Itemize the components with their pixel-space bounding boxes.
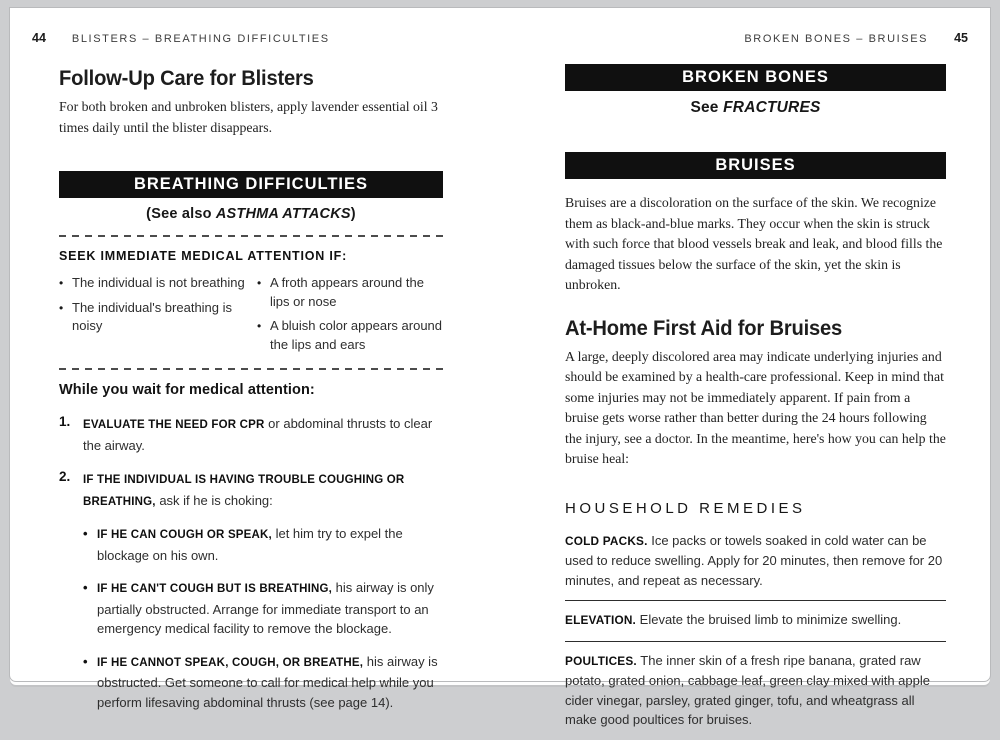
running-header-right-text: BROKEN BONES – BRUISES [744,33,929,45]
substep-rest: let him try to expel the blockage on his own. [97,526,403,563]
step-text [83,414,443,455]
symptom-item [59,274,245,293]
dashed-divider-bottom [59,368,443,370]
substep-1 [83,524,443,565]
symptom-column-2 [257,274,443,360]
left-page-column [59,8,443,739]
page-number-right: 45 [954,31,968,45]
attention-heading: SEEK IMMEDIATE MEDICAL ATTENTION IF: [59,249,348,263]
page-spread [9,7,991,727]
substep-3 [83,652,443,713]
bruises-banner: BRUISES [565,152,946,179]
dashed-divider-top [59,235,443,237]
substep-lead: IF HE CAN'T COUGH BUT IS BREATHING, [97,583,333,595]
step-rest: or abdominal thrusts to clear the airway. [83,416,433,453]
athome-body: A large, deeply discolored area may indicate underlying injuries and should be examined by a health-care professional. Keep in mind that some injuries may not be immediately apparent. If pain from a bruise gets worse rather than better during the 24 hours following the injury, see a doctor. In the meantime, here's how you can help the bruise heal: [565,348,946,466]
see-fractures-line [565,99,946,117]
wait-heading: While you wait for medical attention: [59,382,315,398]
remedy-text: The inner skin of a fresh ripe banana, grated raw potato, grated onion, cabbage leaf, green clay mixed with apple cider vinegar, parsley, grated ginger, tofu, and wheatgrass all make good poultices for bruises. [565,652,930,727]
substep-text [97,524,443,565]
remedy-lead: COLD PACKS. [565,533,648,548]
bruises-intro: Bruises are a discoloration on the surface of the skin. We recognize them as black-and-blue marks. They occur when the skin is struck with such force that blood vessels break and leak, and blood fills the damaged tissues below the surface of the skin, yet the skin is unbroken. [565,195,943,292]
step-number: 1. [59,414,71,429]
step-1 [59,414,443,455]
broken-bones-banner: BROKEN BONES [565,64,946,91]
remedy-text: Ice packs or towels soaked in cold water can be used to reduce swelling. Apply for 20 minutes, then remove for 20 minutes, and repeat as necessary. [565,532,943,588]
see-prefix: See [690,99,724,116]
substep-rest: his airway is only partially obstructed. Arrange for immediate transport to an emergency medical facility to remove the blockage. [97,580,434,636]
remedies-list [565,522,946,740]
step-lead: EVALUATE THE NEED FOR CPR [83,419,265,431]
symptom-text: • A bluish color appears around the lips and ears [270,318,443,352]
substep-lead: IF HE CAN COUGH OR SPEAK, [97,529,272,541]
step-2 [59,469,443,725]
symptom-text: • The individual is not breathing [72,275,245,290]
substep-text [97,578,443,639]
remedy-lead: POULTICES. [565,653,637,668]
symptom-text: • A froth appears around the lips or nose [270,275,424,309]
step-text [83,469,443,725]
athome-heading: At-Home First Aid for Bruises [565,316,843,340]
household-remedies-heading: HOUSEHOLD REMEDIES [565,499,806,517]
steps-list [59,414,443,725]
substeps-list [83,524,443,712]
page-number-left: 44 [32,31,46,45]
substep-lead: IF HE CANNOT SPEAK, COUGH, OR BREATHE, [97,656,364,669]
breathing-difficulties-banner: BREATHING DIFFICULTIES [59,171,443,198]
see-also-line [59,206,443,222]
see-also-suffix: ) [350,206,356,222]
see-also-reference: ASTHMA ATTACKS [215,206,351,222]
symptom-item [257,274,443,311]
remedy-cold-packs [565,522,946,602]
symptom-column-1 [59,274,245,360]
substep-rest: his airway is obstructed. Get someone to call for medical help while you perform lifesaving abdominal thrusts (see page 14). [97,653,438,710]
see-reference: FRACTURES [723,99,821,116]
step-lead: IF THE INDIVIDUAL IS HAVING TROUBLE COUGHING OR BREATHING, [83,474,405,508]
symptom-columns [59,274,443,360]
remedy-lead: ELEVATION. [565,613,637,627]
followup-care-heading: Follow-Up Care for Blisters [59,67,314,90]
symptom-item [257,317,443,354]
running-header-left-text: BLISTERS – BREATHING DIFFICULTIES [71,33,330,45]
symptom-item [59,299,245,336]
step-number: 2. [59,469,71,484]
followup-care-body: For both broken and unbroken blisters, apply lavender essential oil 3 times daily until the blister disappears. [59,99,438,135]
remedy-poultices [565,642,946,740]
remedy-elevation [565,601,946,642]
step-rest: ask if he is choking: [155,492,273,508]
see-also-prefix: (See also [146,206,216,222]
right-page-column [565,8,946,740]
symptom-text: • The individual's breathing is noisy [72,299,233,333]
remedy-text: Elevate the bruised limb to minimize swelling. [636,612,902,627]
substep-2 [83,578,443,639]
substep-text [97,652,443,713]
